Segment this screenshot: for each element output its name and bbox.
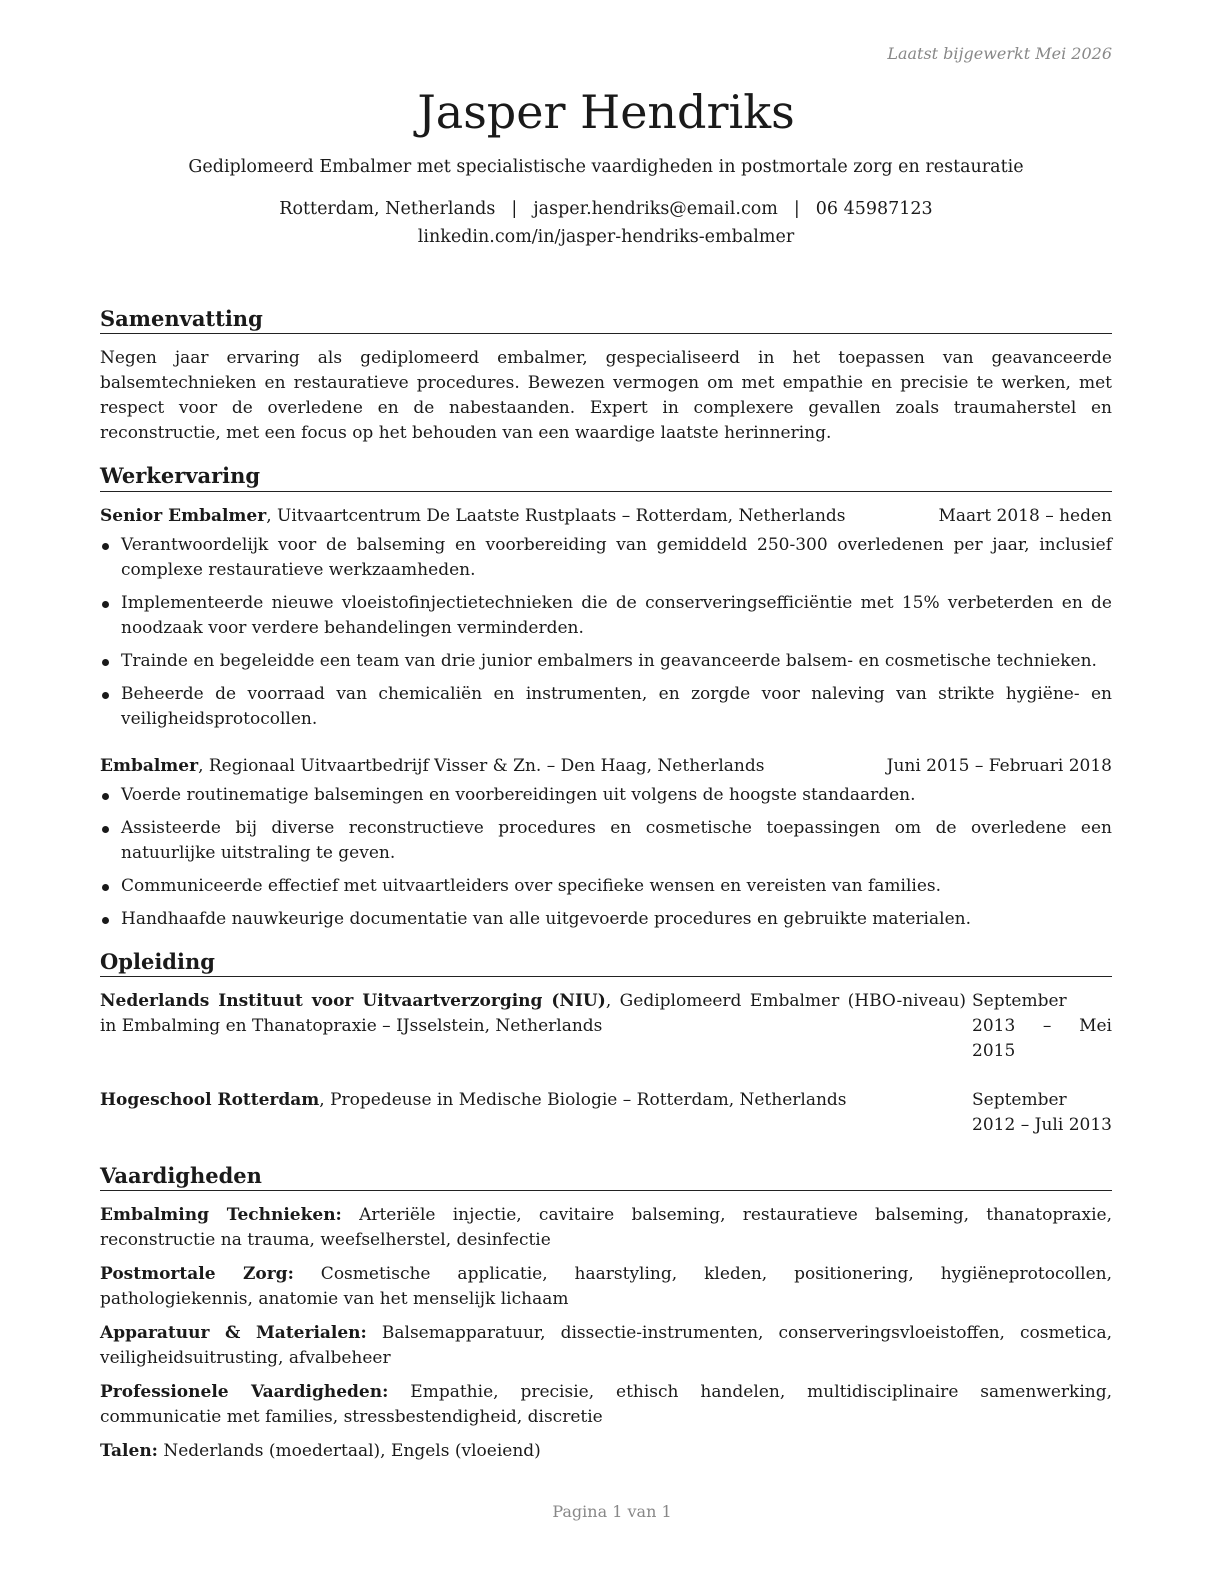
skill-label: Professionele Vaardigheden: [100, 1382, 389, 1403]
linkedin-link[interactable]: linkedin.com/in/jasper-hendriks-embalmer [417, 226, 795, 247]
list-item: Assisteerde bij diverse reconstructieve procedures en cosmetische toepassingen om de overledene een natuurlijke uitstraling te geven. [100, 816, 1112, 866]
job-role: Embalmer [100, 755, 199, 776]
education-dates: September 2013 – Mei 2015 [972, 990, 1112, 1061]
list-item: Verantwoordelijk voor de balseming en voorbereiding van gemiddeld 250-300 overledenen per jaar, inclusief complexe restauratieve werkzaamheden. [100, 533, 1112, 583]
skill-line [100, 1439, 1112, 1464]
job-dates: Maart 2018 – heden [938, 505, 1112, 526]
degree-detail: , Propedeuse in Medische Biologie – Rotterdam, Netherlands [319, 1089, 847, 1110]
skill-label: Apparatuur & Materialen: [100, 1323, 367, 1344]
section-title-education: Opleiding [100, 948, 1112, 977]
summary-text: Negen jaar ervaring als gediplomeerd embalmer, gespecialiseerd in het toepassen van geavanceerde balsemtechnieken en restauratieve procedures. Bewezen vermogen om met empathie en precisie te werken, met respect voor de overledene en de nabestaanden. Expert in complexere gevallen zoals traumaherstel en reconstructie, met een focus op het behouden van een waardige laatste herinnering. [100, 348, 1112, 444]
section-title-summary: Samenvatting [100, 305, 1112, 334]
section-title-experience: Werkervaring [100, 462, 1112, 491]
skill-text: Arteriële injectie, cavitaire balseming, restauratieve balseming, thanatopraxie, reconstructie na trauma, weefselherstel, desinfectie [100, 1205, 1112, 1251]
experience-section [100, 462, 1112, 931]
list-item: Implementeerde nieuwe vloeistofinjectietechnieken die de conserveringsefficiëntie met 15% verbeterden en de noodzaak voor verdere behandelingen verminderden. [100, 591, 1112, 641]
job-header [100, 754, 1112, 779]
resume-body [100, 305, 1112, 1473]
skill-label: Postmortale Zorg: [100, 1264, 294, 1285]
skill-text: Empathie, precisie, ethisch handelen, multidisciplinaire samenwerking, communicatie met families, stressbestendigheid, discretie [100, 1382, 1112, 1428]
list-item: Trainde en begeleidde een team van drie junior embalmers in geavanceerde balsem- en cosmetische technieken. [100, 649, 1112, 674]
job-entry [100, 754, 1112, 932]
tagline: Gediplomeerd Embalmer met specialistische vaardigheden in postmortale zorg en restauratie [188, 156, 1024, 177]
skill-line [100, 1321, 1112, 1371]
skill-line [100, 1380, 1112, 1430]
job-bullets [100, 533, 1112, 732]
skill-label: Talen: [100, 1441, 158, 1462]
section-title-skills: Vaardigheden [100, 1162, 1112, 1191]
job-dates: Juni 2015 – Februari 2018 [886, 755, 1112, 776]
education-dates: September 2012 – Juli 2013 [972, 1089, 1112, 1135]
location: Rotterdam, Netherlands [279, 198, 496, 219]
email-link[interactable]: jasper.hendriks@email.com [533, 198, 778, 219]
job-entry [100, 504, 1112, 732]
skill-label: Embalming Technieken: [100, 1205, 342, 1226]
list-item: Communiceerde effectief met uitvaartleiders over specifieke wensen en vereisten van families. [100, 874, 1112, 899]
contact-line [100, 199, 1112, 219]
school-name: Nederlands Instituut voor Uitvaartverzorging (NIU) [100, 990, 606, 1011]
candidate-name: Jasper Hendriks [417, 85, 795, 139]
skill-text: Balsemapparatuur, dissectie-instrumenten, conserveringsvloeistoffen, cosmetica, veiligheidsuitrusting, afvalbeheer [100, 1323, 1112, 1369]
job-organization: , Uitvaartcentrum De Laatste Rustplaats – Rotterdam, Netherlands [266, 505, 846, 526]
skill-text: Nederlands (moedertaal), Engels (vloeiend) [157, 1441, 541, 1462]
phone-number: 06 45987123 [815, 198, 933, 219]
resume-header [100, 86, 1112, 247]
contact-separator: | [511, 198, 518, 219]
contact-separator: | [793, 198, 800, 219]
job-organization: , Regionaal Uitvaartbedrijf Visser & Zn. – Den Haag, Netherlands [198, 755, 765, 776]
last-updated-note: Laatst bijgewerkt Mei 2026 [887, 44, 1112, 63]
list-item: Handhaafde nauwkeurige documentatie van alle uitgevoerde procedures en gebruikte materialen. [100, 907, 1112, 932]
skill-line [100, 1262, 1112, 1312]
list-item: Voerde routinematige balsemingen en voorbereidingen uit volgens de hoogste standaarden. [100, 783, 1112, 808]
education-section [100, 948, 1112, 1138]
page-number: Pagina 1 van 1 [552, 1502, 672, 1521]
job-bullets [100, 783, 1112, 932]
skills-section [100, 1162, 1112, 1464]
skill-line [100, 1203, 1112, 1253]
job-role: Senior Embalmer [100, 505, 267, 526]
job-header [100, 504, 1112, 529]
education-entry [100, 1088, 1112, 1138]
education-entry [100, 989, 1112, 1064]
list-item: Beheerde de voorraad van chemicaliën en instrumenten, en zorgde voor naleving van strikte hygiëne- en veiligheidsprotocollen. [100, 682, 1112, 732]
summary-section [100, 305, 1112, 446]
school-name: Hogeschool Rotterdam [100, 1089, 320, 1110]
skill-text: Cosmetische applicatie, haarstyling, kleden, positionering, hygiëneprotocollen, pathologiekennis, anatomie van het menselijk lichaam [100, 1264, 1112, 1310]
degree-detail: , Gediplomeerd Embalmer (HBO-niveau) in Embalming en Thanatopraxie – IJsselstein, Netherlands [100, 990, 967, 1036]
